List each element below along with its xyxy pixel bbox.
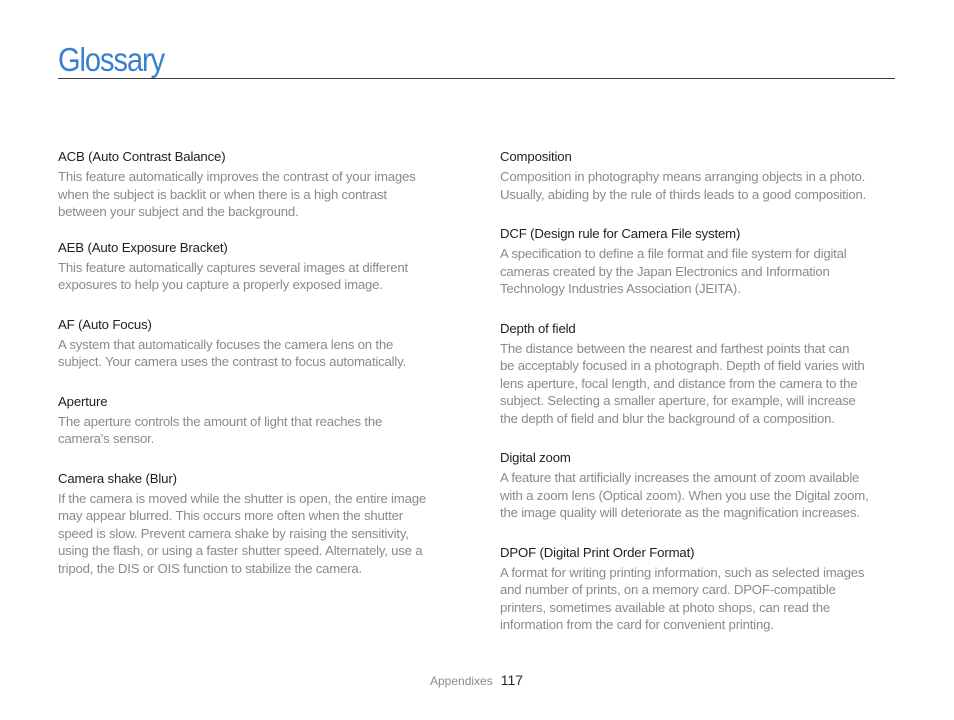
definition-line: Usually, abiding by the rule of thirds leads to a good composition. <box>500 186 867 202</box>
definition-line: If the camera is moved while the shutter is open, the entire image <box>58 490 426 506</box>
glossary-entry <box>500 449 900 522</box>
definition-line: The aperture controls the amount of light that reaches the <box>58 413 383 429</box>
definition-line: with a zoom lens (Optical zoom). When you use the Digital zoom, <box>500 487 869 503</box>
definition-line: cameras created by the Japan Electronics and Information <box>500 263 830 279</box>
glossary-term: ACB (Auto Contrast Balance) <box>58 149 226 164</box>
definition-line: speed is slow. Prevent camera shake by raising the sensitivity, <box>58 525 409 541</box>
glossary-definition <box>58 413 458 448</box>
definition-line: printers, sometimes available at photo shops, can read the <box>500 599 831 615</box>
definition-line: subject. Your camera uses the contrast to focus automatically. <box>58 354 407 369</box>
glossary-entry <box>500 225 900 298</box>
footer-page-number: 117 <box>500 672 524 688</box>
definition-line: The distance between the nearest and farthest points that can <box>500 340 850 356</box>
glossary-definition <box>500 564 900 634</box>
glossary-definition <box>500 245 900 298</box>
glossary-definition <box>500 469 900 522</box>
glossary-definition <box>58 490 458 578</box>
definition-line: when the subject is backlit or when there is a high contrast <box>58 186 387 202</box>
glossary-column-left <box>58 126 458 577</box>
definition-line: between your subject and the background. <box>58 204 299 219</box>
definition-line: subject. Selecting a smaller aperture, for example, will increase <box>500 393 856 408</box>
definition-line: may appear blurred. This occurs more often when the shutter <box>58 508 403 523</box>
glossary-entry <box>500 320 900 428</box>
glossary-entry <box>58 470 458 578</box>
glossary-entry <box>58 316 458 371</box>
definition-line: and number of prints, on a memory card. DPOF-compatible <box>500 582 836 597</box>
definition-line: camera's sensor. <box>58 431 155 446</box>
definition-line: the depth of field and blur the background of a composition. <box>500 410 835 426</box>
page-footer <box>430 672 523 688</box>
definition-line: Technology Industries Association (JEITA). <box>500 281 741 296</box>
definition-line: A specification to define a file format and file system for digital <box>500 246 847 261</box>
glossary-definition <box>500 340 900 428</box>
glossary-entry <box>58 148 458 221</box>
definition-line: A format for writing printing information, such as selected images <box>500 564 865 580</box>
glossary-definition <box>58 168 458 221</box>
glossary-term: DPOF (Digital Print Order Format) <box>500 544 695 560</box>
glossary-term: Aperture <box>58 393 108 409</box>
footer-section-label: Appendixes <box>430 674 493 688</box>
glossary-term: AF (Auto Focus) <box>58 316 152 332</box>
glossary-term: Digital zoom <box>500 450 571 465</box>
definition-line: information from the card for convenient printing. <box>500 617 774 632</box>
glossary-entry <box>500 148 900 203</box>
page-title: Glossary <box>58 41 165 78</box>
definition-line: A feature that artificially increases the amount of zoom available <box>500 470 860 485</box>
glossary-column-right <box>500 126 900 634</box>
glossary-entry <box>500 544 900 634</box>
glossary-definition <box>58 259 458 294</box>
definition-line: using the flash, or using a faster shutter speed. Alternately, use a <box>58 543 423 558</box>
glossary-entry <box>58 393 458 448</box>
glossary-definition <box>58 336 458 371</box>
glossary-term: DCF (Design rule for Camera File system) <box>500 226 741 241</box>
title-divider <box>58 78 895 79</box>
glossary-definition <box>500 168 900 203</box>
definition-line: be acceptably focused in a photograph. Depth of field varies with <box>500 358 865 373</box>
definition-line: tripod, the DIS or OIS function to stabilize the camera. <box>58 560 362 576</box>
definition-line: This feature automatically captures several images at different <box>58 259 408 275</box>
definition-line: A system that automatically focuses the camera lens on the <box>58 336 394 352</box>
definition-line: exposures to help you capture a properly exposed image. <box>58 277 383 292</box>
definition-line: Composition in photography means arranging objects in a photo. <box>500 169 866 184</box>
glossary-entry <box>58 239 458 294</box>
glossary-term: Composition <box>500 149 572 164</box>
definition-line: the image quality will deteriorate as the magnification increases. <box>500 505 860 520</box>
glossary-term: Camera shake (Blur) <box>58 470 177 486</box>
glossary-term: AEB (Auto Exposure Bracket) <box>58 239 228 255</box>
definition-line: This feature automatically improves the contrast of your images <box>58 169 416 184</box>
definition-line: lens aperture, focal length, and distance from the camera to the <box>500 375 858 391</box>
glossary-term: Depth of field <box>500 320 576 336</box>
